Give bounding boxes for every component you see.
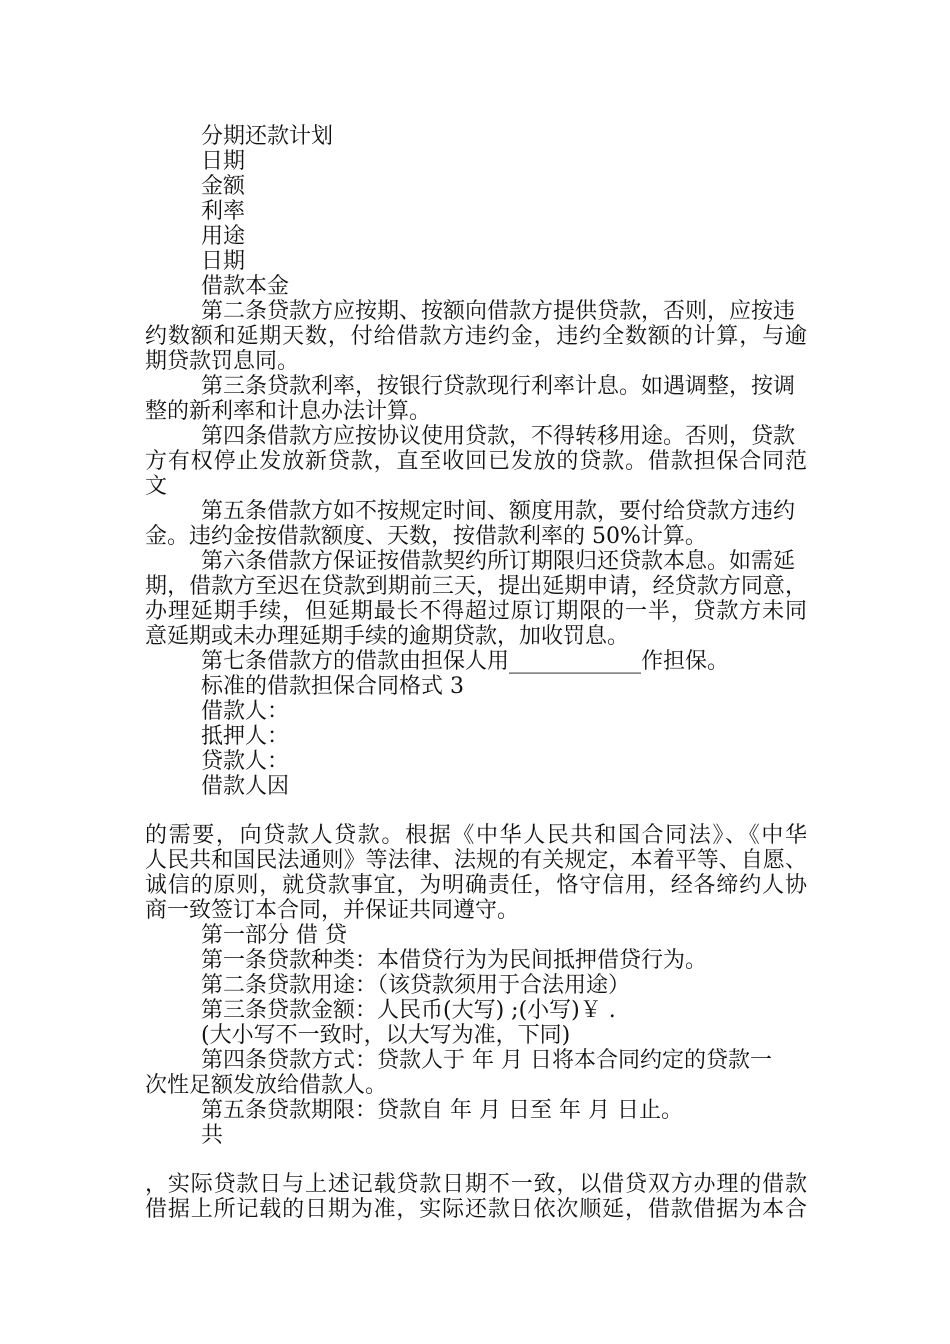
clause-4-line-3: 文 — [145, 474, 168, 499]
clause-6-line-1: 第六条借款方保证按借款契约所订期限归还贷款本息。如需延 — [201, 549, 796, 574]
heading-installment-plan: 分期还款计划 — [201, 124, 334, 149]
field-date: 日期 — [201, 149, 246, 174]
field-date-2: 日期 — [201, 249, 246, 274]
part-1-title: 第一部分 借 贷 — [201, 923, 347, 948]
field-purpose: 用途 — [201, 224, 246, 249]
clause-2-line-3: 期贷款罚息同。 — [145, 349, 300, 374]
article-4-line-2: 次性足额发放给借款人。 — [145, 1073, 388, 1098]
preamble-line-4: 商一致签订本合同，并保证共同遵守。 — [145, 898, 520, 923]
article-4-line-1: 第四条贷款方式：贷款人于 年 月 日将本合同约定的贷款一 — [201, 1048, 772, 1073]
preamble-line-1: 的需要，向贷款人贷款。根据《中华人民共和国合同法》、《中华 — [145, 823, 807, 848]
field-amount: 金额 — [201, 174, 246, 199]
article-5-loan-term: 第五条贷款期限：贷款自 年 月 日至 年 月 日止。 — [201, 1098, 683, 1123]
clause-3-line-1: 第三条贷款利率，按银行贷款现行利率计息。如遇调整，按调 — [201, 374, 796, 399]
party-borrower: 借款人： — [201, 699, 290, 724]
clause-6-line-3: 办理延期手续，但延期最长不得超过原订期限的一半，贷款方未同 — [145, 599, 807, 624]
preamble-line-2: 人民共和国民法通则》等法律、法规的有关规定，本着平等、自愿、 — [145, 848, 807, 873]
clause-5-line-2: 金。违约金按借款额度、天数，按借款利率的 50%计算。 — [145, 524, 707, 549]
clause-2-line-2: 约数额和延期天数，付给借款方违约金，违约全数额的计算，与逾 — [145, 324, 807, 349]
article-5-total: 共 — [201, 1123, 224, 1148]
section-title-format-3: 标准的借款担保合同格式 3 — [201, 674, 464, 699]
article-1-loan-type: 第一条贷款种类：本借贷行为为民间抵押借贷行为。 — [201, 948, 708, 973]
field-principal: 借款本金 — [201, 274, 290, 299]
clause-4-line-1: 第四条借款方应按协议使用贷款，不得转移用途。否则，贷款 — [201, 424, 796, 449]
clause-6-line-2: 期，借款方至迟在贷款到期前三天，提出延期申请，经贷款方同意， — [145, 574, 807, 599]
clause-5-line-1: 第五条借款方如不按规定时间、额度用款，要付给贷款方违约 — [201, 499, 796, 524]
clause-7: 第七条借款方的借款由担保人用____________作担保。 — [201, 649, 730, 674]
article-2-loan-purpose: 第二条贷款用途：（该贷款须用于合法用途） — [201, 973, 631, 998]
clause-3-line-2: 整的新利率和计息办法计算。 — [145, 399, 432, 424]
borrower-reason: 借款人因 — [201, 774, 290, 799]
preamble-line-3: 诚信的原则，就贷款事宜，为明确责任，恪守信用，经各缔约人协 — [145, 873, 807, 898]
field-interest-rate: 利率 — [201, 199, 246, 224]
article-3-note: (大小写不一致时，以大写为准，下同) — [201, 1023, 571, 1048]
clause-6-line-4: 意延期或未办理延期手续的逾期贷款，加收罚息。 — [145, 624, 630, 649]
clause-2-line-1: 第二条贷款方应按期、按额向借款方提供贷款，否则，应按违 — [201, 299, 796, 324]
party-mortgagor: 抵押人： — [201, 724, 290, 749]
closing-line-2: 借据上所记载的日期为准，实际还款日依次顺延，借款借据为本合 — [145, 1197, 807, 1222]
closing-line-1: ，实际贷款日与上述记载贷款日期不一致，以借贷双方办理的借款 — [145, 1172, 807, 1197]
article-3-loan-amount: 第三条贷款金额：人民币(大写) ;(小写)￥ . — [201, 998, 616, 1023]
party-lender: 贷款人： — [201, 749, 290, 774]
clause-4-line-2: 方有权停止发放新贷款，直至收回已发放的贷款。借款担保合同范 — [145, 449, 807, 474]
